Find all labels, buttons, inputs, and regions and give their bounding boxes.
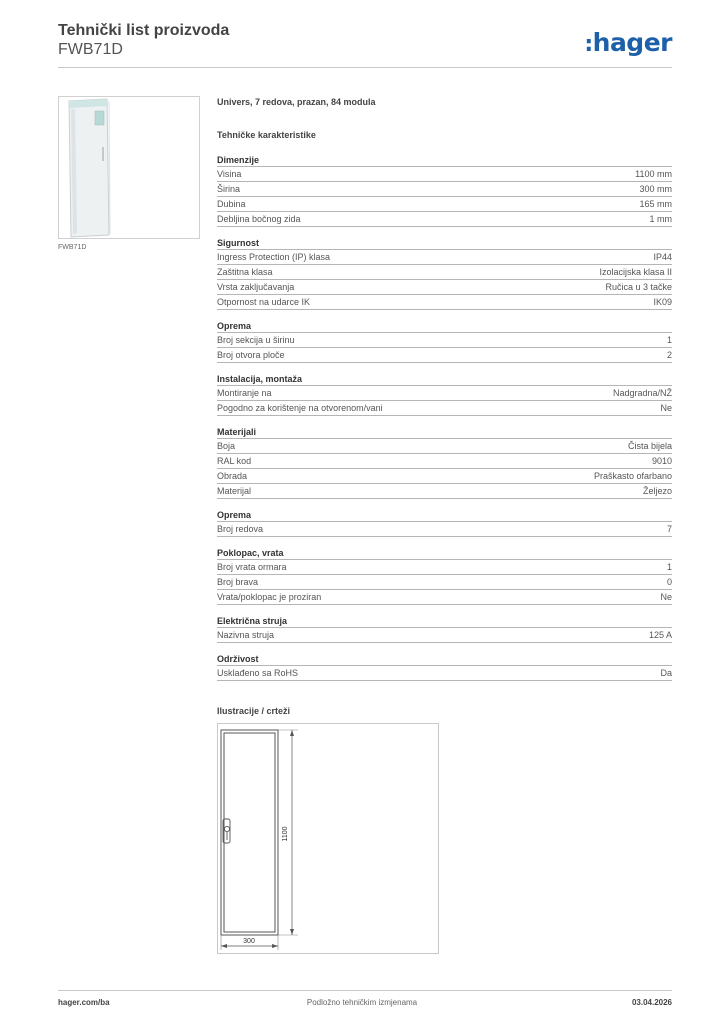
- spec-row: [217, 401, 672, 416]
- footer-notice: Podložno tehničkim izmjenama: [306, 998, 418, 1007]
- spec-label: Broj redova: [217, 524, 264, 534]
- spec-row: [217, 348, 672, 363]
- product-code: FWB71D: [58, 41, 123, 58]
- footer-date: 03.04.2026: [631, 998, 672, 1007]
- spec-value: 300 mm: [639, 184, 672, 194]
- spec-label: Broj sekcija u širinu: [217, 335, 295, 345]
- spec-label: Usklađeno sa RoHS: [217, 668, 299, 678]
- spec-value: Nadgradna/NŽ: [612, 388, 672, 398]
- spec-value: 7: [666, 524, 672, 534]
- width-dimension-label: 300: [243, 938, 255, 945]
- spec-value: 1: [666, 562, 672, 572]
- spec-group: [217, 154, 672, 227]
- spec-row: [217, 333, 672, 348]
- spec-row: [217, 197, 672, 212]
- spec-label: Zaštitna klasa: [217, 267, 273, 277]
- spec-group-title: Instalacija, montaža: [217, 373, 672, 386]
- spec-label: Broj brava: [217, 577, 259, 587]
- spec-value: IK09: [653, 297, 672, 307]
- spec-value: 2: [666, 350, 672, 360]
- spec-label: Visina: [217, 169, 242, 179]
- spec-groups: [217, 154, 672, 681]
- footer-divider: [58, 990, 672, 991]
- spec-group-title: Oprema: [217, 320, 672, 333]
- spec-group: [217, 509, 672, 537]
- spec-value: 165 mm: [639, 199, 672, 209]
- spec-value: Ručica u 3 tačke: [605, 282, 672, 292]
- spec-label: Materijal: [217, 486, 252, 496]
- spec-value: Praškasto ofarbano: [593, 471, 672, 481]
- header-divider: [58, 67, 672, 68]
- spec-group-title: Sigurnost: [217, 237, 672, 250]
- spec-value: 1 mm: [649, 214, 672, 224]
- spec-row: [217, 469, 672, 484]
- spec-value: 125 A: [648, 630, 672, 640]
- document-header: [58, 22, 229, 60]
- spec-label: RAL kod: [217, 456, 252, 466]
- spec-group: [217, 653, 672, 681]
- spec-group-title: Dimenzije: [217, 154, 672, 167]
- spec-row: [217, 454, 672, 469]
- spec-row: [217, 522, 672, 537]
- spec-label: Broj vrata ormara: [217, 562, 287, 572]
- spec-label: Vrsta zaključavanja: [217, 282, 295, 292]
- spec-label: Nazivna struja: [217, 630, 275, 640]
- spec-label: Širina: [217, 184, 241, 194]
- spec-row: [217, 666, 672, 681]
- spec-label: Broj otvora ploče: [217, 350, 285, 360]
- spec-value: Ne: [660, 403, 672, 413]
- spec-value: Da: [660, 668, 672, 678]
- spec-group: [217, 615, 672, 643]
- spec-label: Ingress Protection (IP) klasa: [217, 252, 331, 262]
- spec-value: 9010: [651, 456, 672, 466]
- page-title: Tehnički list proizvoda: [58, 22, 230, 39]
- spec-row: [217, 250, 672, 265]
- spec-group: [217, 547, 672, 605]
- spec-group: [217, 373, 672, 416]
- cabinet-photo-icon: [59, 97, 199, 238]
- spec-value: Ne: [660, 592, 672, 602]
- cabinet-dimension-drawing: [218, 724, 438, 953]
- product-photo: [58, 96, 200, 239]
- spec-group-title: Poklopac, vrata: [217, 547, 672, 560]
- spec-value: 1: [666, 335, 672, 345]
- spec-label: Dubina: [217, 199, 246, 209]
- spec-label: Obrada: [217, 471, 248, 481]
- footer-website[interactable]: hager.com/ba: [58, 998, 110, 1007]
- spec-group-title: Materijali: [217, 426, 672, 439]
- product-description: Univers, 7 redova, prazan, 84 modula: [217, 97, 376, 107]
- spec-value: Željezo: [642, 486, 672, 496]
- spec-label: Montiranje na: [217, 388, 272, 398]
- spec-value: IP44: [653, 252, 672, 262]
- height-dimension-label: 1100: [282, 826, 289, 842]
- spec-label: Otpornost na udarce IK: [217, 297, 311, 307]
- spec-row: [217, 439, 672, 454]
- spec-value: Čista bijela: [627, 441, 672, 451]
- spec-value: 1100 mm: [635, 169, 672, 179]
- logo-text: hager: [592, 28, 672, 57]
- spec-row: [217, 182, 672, 197]
- spec-group-title: Oprema: [217, 509, 672, 522]
- spec-label: Vrata/poklopac je proziran: [217, 592, 322, 602]
- spec-row: [217, 386, 672, 401]
- spec-group: [217, 426, 672, 499]
- spec-value: 0: [666, 577, 672, 587]
- spec-row: [217, 167, 672, 182]
- spec-row: [217, 295, 672, 310]
- spec-row: [217, 590, 672, 605]
- spec-content: [217, 96, 672, 681]
- spec-row: [217, 628, 672, 643]
- spec-group: [217, 237, 672, 310]
- technical-drawing: [217, 723, 439, 954]
- spec-group-title: Održivost: [217, 653, 672, 666]
- spec-label: Boja: [217, 441, 236, 451]
- logo-prefix: :: [584, 32, 593, 57]
- spec-group: [217, 320, 672, 363]
- spec-row: [217, 265, 672, 280]
- spec-label: Pogodno za korištenje na otvorenom/vani: [217, 403, 383, 413]
- illustrations-title: Ilustracije / crteži: [217, 706, 291, 716]
- spec-group-title: Električna struja: [217, 615, 672, 628]
- spec-label: Debljina bočnog zida: [217, 214, 301, 224]
- spec-row: [217, 575, 672, 590]
- spec-row: [217, 484, 672, 499]
- photo-caption: FWB71D: [58, 244, 87, 251]
- spec-value: Izolacijska klasa II: [599, 267, 672, 277]
- hager-logo: [584, 28, 672, 57]
- spec-row: [217, 560, 672, 575]
- spec-row: [217, 280, 672, 295]
- section-title: Tehničke karakteristike: [217, 130, 316, 140]
- spec-row: [217, 212, 672, 227]
